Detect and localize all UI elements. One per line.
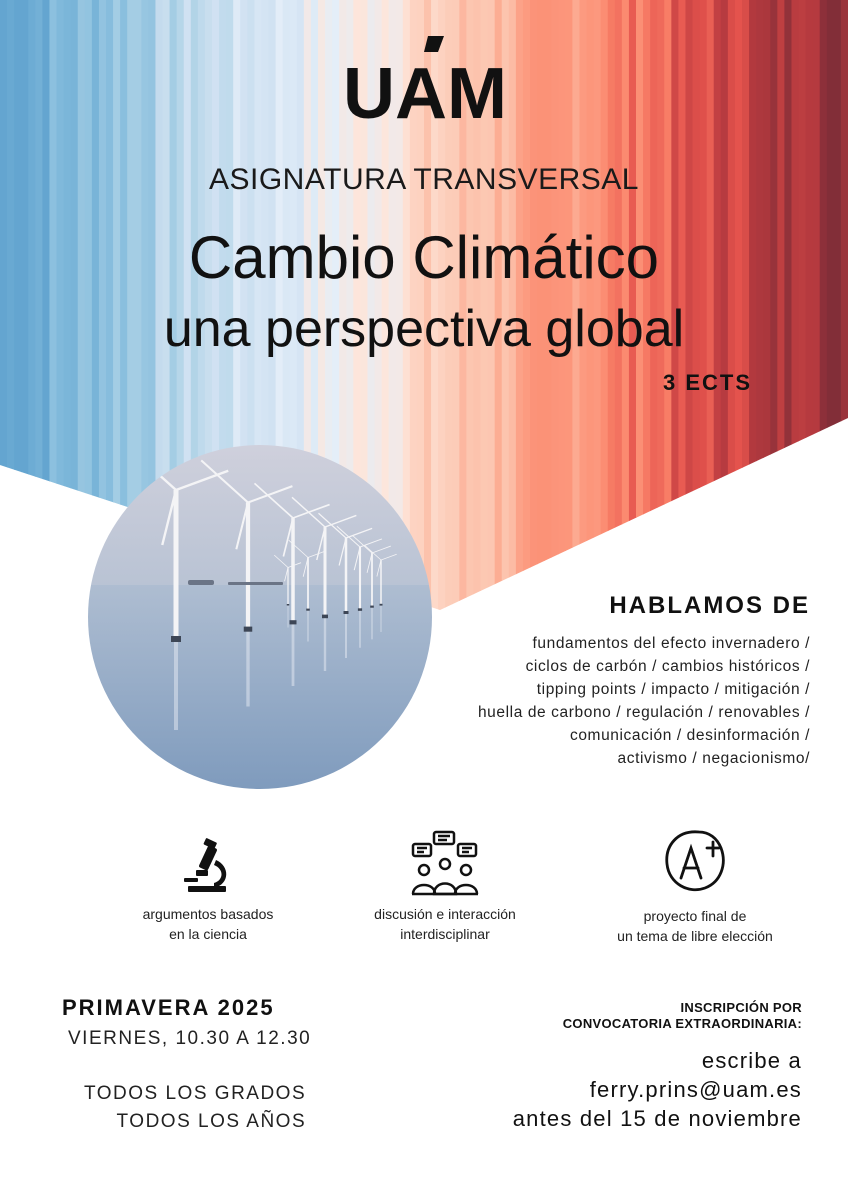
topic-line: ciclos de carbón / cambios históricos / [525,658,810,675]
feature-discussion [335,830,555,944]
registration-heading-line: INSCRIPCIÓN POR [680,1000,802,1015]
audience-line: TODOS LOS AÑOS [116,1111,307,1132]
microscope-icon [178,836,238,896]
grade-a-plus-icon [659,826,731,898]
ects-credits: 3 ECTS [662,370,752,395]
feature-label-line: en la ciencia [169,926,247,942]
topics-list [290,632,810,770]
contact-line: escribe a [701,1048,802,1073]
uam-logo [340,30,510,125]
contact-deadline: antes del 15 de noviembre [512,1106,802,1131]
feature-label-line: discusión e interacción [374,906,516,922]
feature-label-line: proyecto final de [643,908,747,924]
topic-line: comunicación / desinformación / [569,727,810,744]
feature-project [585,826,805,946]
topic-line: fundamentos del efecto invernadero / [532,635,810,652]
class-time: VIERNES, 10.30 A 12.30 [68,1028,312,1049]
contact-email[interactable]: ferry.prins@uam.es [589,1077,802,1102]
course-kicker: ASIGNATURA TRANSVERSAL [208,163,639,196]
topics-heading: HABLAMOS DE [609,592,810,619]
registration-contact [513,1046,802,1133]
audience-line: TODOS LOS GRADOS [84,1083,307,1104]
discussion-group-icon [410,830,480,896]
topic-line: activismo / negacionismo/ [617,750,810,767]
topic-line: tipping points / impacto / mitigación / [536,681,810,698]
audience [84,1080,306,1136]
course-subtitle: una perspectiva global [163,300,685,358]
feature-label-line: argumentos basados [142,906,274,922]
feature-science [98,836,318,944]
season: PRIMAVERA 2025 [62,995,275,1020]
uam-logo-text: UAM [343,54,507,125]
registration-heading [563,1000,802,1032]
topic-line: huella de carbono / regulación / renovables / [477,704,810,721]
feature-label-line: interdisciplinar [400,926,490,942]
registration-heading-line: CONVOCATORIA EXTRAORDINARIA: [562,1016,802,1031]
course-title: Cambio Climático [188,224,660,291]
feature-label-line: un tema de libre elección [617,928,773,944]
